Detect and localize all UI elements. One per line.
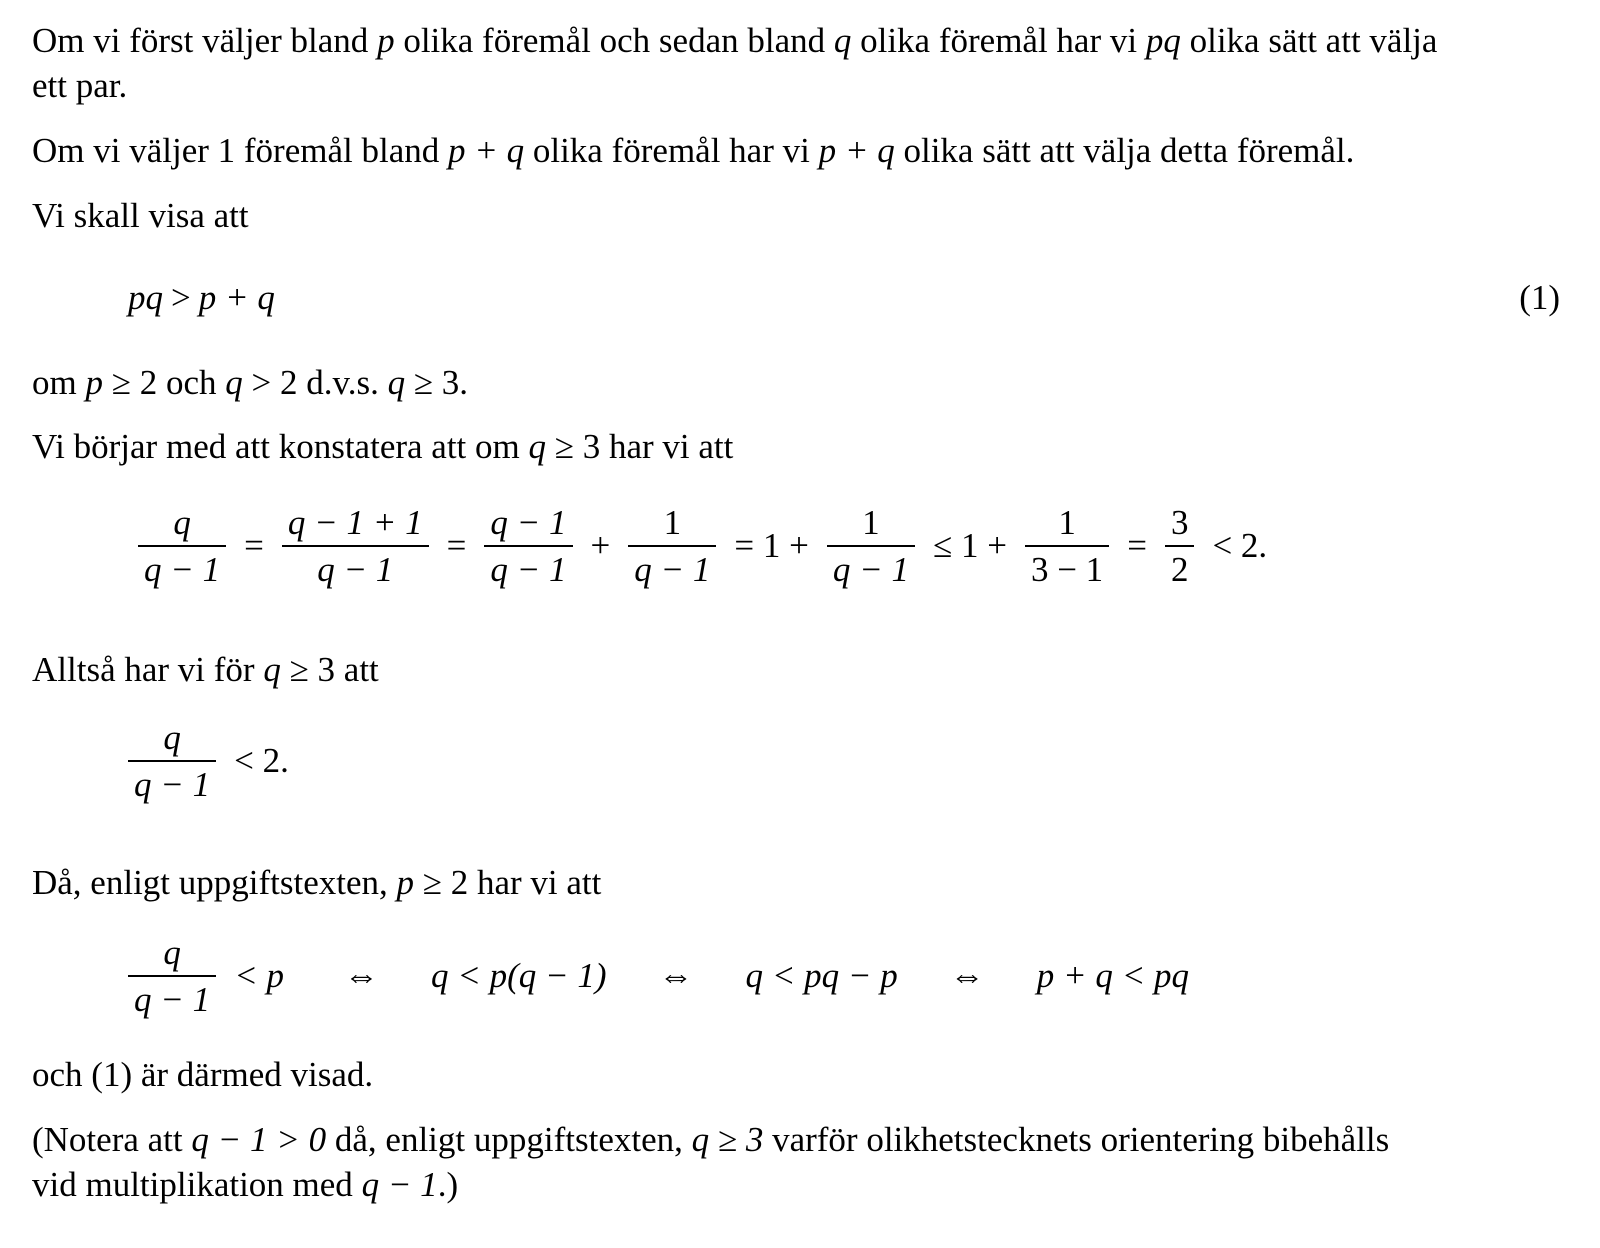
- text: Vi börjar med att konstatera att om: [32, 427, 529, 466]
- numerator: 1: [862, 503, 880, 542]
- text: .): [437, 1165, 459, 1204]
- text: Alltså har vi för: [32, 650, 264, 689]
- text: ≥ 3 att: [280, 650, 379, 689]
- math-expr: p + q: [818, 131, 895, 170]
- text: Vi skall visa att: [32, 196, 249, 235]
- text: ≥ 3 har vi att: [546, 427, 734, 466]
- text: olika föremål har vi: [851, 21, 1146, 60]
- numerator: 1: [1058, 503, 1076, 542]
- numerator: q: [173, 503, 191, 542]
- equation-tag: (1): [1519, 278, 1560, 317]
- math-expr: q − 1 > 0: [191, 1120, 327, 1159]
- text: Om vi väljer 1 föremål bland: [32, 131, 448, 170]
- fraction: [128, 720, 216, 802]
- denominator: q − 1: [832, 550, 909, 589]
- math-expr: q − 1: [361, 1165, 438, 1204]
- math-expr: pq: [128, 278, 163, 317]
- fraction: [128, 935, 216, 1017]
- math-expr: p + q < pq: [1036, 956, 1190, 995]
- paragraph-1: [32, 18, 1560, 108]
- equation-4: [128, 935, 1189, 1017]
- math-expr: q < p(q − 1): [431, 956, 607, 995]
- paragraph-5: [32, 424, 1560, 469]
- equation-2: [128, 505, 1275, 587]
- text: ≥ 3.: [405, 363, 469, 402]
- fraction: [1165, 505, 1195, 587]
- math-op: =: [244, 526, 264, 565]
- fraction: [484, 505, 572, 587]
- numerator: q: [163, 718, 181, 757]
- denominator: 3 − 1: [1030, 550, 1104, 589]
- math-var: pq: [1145, 21, 1181, 60]
- text: (Notera att: [32, 1120, 192, 1159]
- text: olika sätt att välja detta föremål.: [894, 131, 1355, 170]
- denominator: q − 1: [490, 550, 567, 589]
- paragraph-8: [32, 1052, 1560, 1097]
- math-var: p: [85, 363, 103, 402]
- fraction: [1025, 505, 1109, 587]
- denominator: q − 1: [144, 550, 221, 589]
- text: > 2 d.v.s.: [242, 363, 388, 402]
- fraction: [282, 505, 429, 587]
- text: olika sätt att välja: [1180, 21, 1438, 60]
- math-op: +: [590, 526, 611, 565]
- numerator: q − 1 + 1: [287, 503, 423, 542]
- math-op: =: [1127, 526, 1147, 565]
- math-expr: p + q: [198, 278, 275, 317]
- math-var: q: [387, 363, 406, 402]
- text: Om vi först väljer bland: [32, 21, 378, 60]
- numerator: q: [163, 933, 181, 972]
- numerator: q − 1: [490, 503, 567, 542]
- paragraph-9: [32, 1117, 1560, 1207]
- text: olika föremål och sedan bland: [394, 21, 834, 60]
- text: ett par.: [32, 66, 128, 105]
- paragraph-7: [32, 860, 1560, 905]
- math-var: p: [377, 21, 395, 60]
- math-expr: < p: [234, 956, 284, 995]
- math-op: >: [171, 278, 191, 317]
- paragraph-3: [32, 193, 1560, 238]
- iff-symbol: ⇔: [658, 956, 694, 995]
- denominator: 2: [1170, 550, 1189, 589]
- fraction: [628, 505, 716, 587]
- paragraph-4: [32, 360, 1560, 405]
- text: vid multiplikation med: [32, 1165, 362, 1204]
- denominator: q − 1: [634, 550, 711, 589]
- iff-symbol: ⇔: [344, 956, 379, 995]
- fraction: [138, 505, 226, 587]
- equation-1: [128, 278, 275, 318]
- text: då, enligt uppgiftstexten,: [326, 1120, 692, 1159]
- numerator: 3: [1170, 503, 1189, 542]
- denominator: q − 1: [317, 550, 394, 589]
- math-op: < 2.: [234, 741, 289, 780]
- math-op: =: [446, 526, 467, 565]
- fraction: [827, 505, 915, 587]
- denominator: q − 1: [134, 765, 211, 804]
- text: Då, enligt uppgiftstexten,: [32, 863, 397, 902]
- iff-symbol: ⇔: [949, 956, 985, 995]
- paragraph-6: [32, 647, 1560, 692]
- math-expr: q ≥ 3: [691, 1120, 764, 1159]
- text: och (1) är därmed visad.: [32, 1055, 374, 1094]
- denominator: q − 1: [134, 980, 211, 1019]
- math-var: q: [263, 650, 281, 689]
- math-var: p: [396, 863, 415, 902]
- math-var: q: [225, 363, 243, 402]
- text: ≥ 2 har vi att: [414, 863, 602, 902]
- text: olika föremål har vi: [524, 131, 819, 170]
- equation-3: [128, 720, 297, 802]
- text: ≥ 2 och: [102, 363, 226, 402]
- math-op: = 1 +: [734, 526, 809, 565]
- text: om: [32, 363, 86, 402]
- math-expr: p + q: [447, 131, 525, 170]
- math-var: q: [528, 427, 546, 466]
- math-var: q: [833, 21, 852, 60]
- math-op: < 2.: [1212, 526, 1268, 565]
- text: varför olikhetstecknets orientering bibehålls: [763, 1120, 1390, 1159]
- math-expr: q < pq − p: [745, 956, 898, 995]
- math-op: ≤ 1 +: [932, 526, 1007, 565]
- numerator: 1: [663, 503, 682, 542]
- paragraph-2: [32, 128, 1560, 173]
